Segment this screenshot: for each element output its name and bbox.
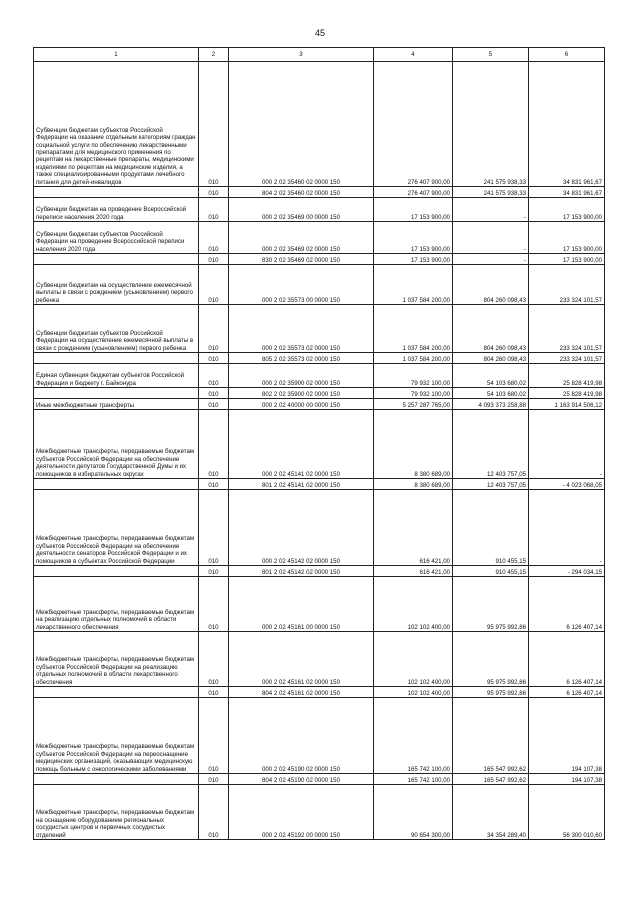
cell-c4: 165 742 100,00 <box>374 774 453 785</box>
cell-desc: Межбюджетные трансферты, передаваемые бюджетам на реализацию отдельных полномочий в области лекарственного обеспечения <box>34 577 199 632</box>
cell-c6: - 294 034,15 <box>529 566 605 577</box>
table-row <box>34 222 605 254</box>
cell-c6: 233 324 101,57 <box>529 305 605 353</box>
table-row <box>34 632 605 687</box>
cell-c6: 34 831 961,67 <box>529 187 605 198</box>
cell-desc: Межбюджетные трансферты, передаваемые бюджетам на оснащение оборудованием региональных сосудистых центров и первичных сосудистых отделений <box>34 785 199 840</box>
cell-c5: - <box>453 254 529 265</box>
cell-c5: - <box>453 198 529 222</box>
cell-c4: 17 153 900,00 <box>374 198 453 222</box>
table-row <box>34 62 605 187</box>
cell-desc: Межбюджетные трансферты, передаваемые бюджетам субъектов Российской Федерации на обеспечение деятельности депутатов Государственной Думы и их помощников в избирательных округах <box>34 410 199 479</box>
cell-desc <box>34 687 199 698</box>
cell-c5: 241 575 938,33 <box>453 62 529 187</box>
cell-kbk: 000 2 02 45142 02 0000 150 <box>229 490 374 566</box>
cell-kbk: 830 2 02 35469 02 0000 150 <box>229 254 374 265</box>
column-header: 2 <box>199 48 229 62</box>
cell-c5: 54 103 680,02 <box>453 364 529 388</box>
cell-kbk: 000 2 02 45141 02 0000 150 <box>229 410 374 479</box>
cell-c5: 54 103 680,02 <box>453 388 529 399</box>
cell-c5: 12 403 757,05 <box>453 410 529 479</box>
cell-c5: 165 547 992,62 <box>453 698 529 774</box>
cell-c6: 34 831 961,67 <box>529 62 605 187</box>
cell-kbk: 804 2 02 45190 02 0000 150 <box>229 774 374 785</box>
cell-desc: Иные межбюджетные трансферты <box>34 399 199 410</box>
cell-kbk: 802 2 02 35900 02 0000 150 <box>229 388 374 399</box>
cell-c5: 910 455,15 <box>453 490 529 566</box>
cell-kbk: 000 2 02 35573 00 0000 150 <box>229 265 374 305</box>
cell-c4: 8 380 689,00 <box>374 479 453 490</box>
cell-kbk: 000 2 02 35469 00 0000 150 <box>229 198 374 222</box>
cell-desc: Межбюджетные трансферты, передаваемые бюджетам субъектов Российской Федерации на переоснащение медицинских организаций, оказывающих медицинскую помощь больным с онкологическими заболеваниями <box>34 698 199 774</box>
cell-c6: - <box>529 490 605 566</box>
cell-desc: Субвенции бюджетам на осуществление ежемесячной выплаты в связи с рождением (усыновлением) первого ребенка <box>34 265 199 305</box>
cell-kbk: 000 2 02 45161 00 0000 150 <box>229 577 374 632</box>
cell-desc <box>34 479 199 490</box>
page-number: 45 <box>314 28 325 38</box>
cell-c4: 616 421,00 <box>374 566 453 577</box>
cell-code: 010 <box>199 399 229 410</box>
cell-c6: 17 153 900,00 <box>529 198 605 222</box>
cell-c6: 25 828 419,98 <box>529 388 605 399</box>
cell-c4: 276 407 900,00 <box>374 187 453 198</box>
table-row <box>34 479 605 490</box>
cell-kbk: 805 2 02 35573 02 0000 150 <box>229 353 374 364</box>
table-row <box>34 577 605 632</box>
cell-code: 010 <box>199 265 229 305</box>
budget-table <box>33 47 605 840</box>
cell-c4: 102 102 400,00 <box>374 687 453 698</box>
cell-c5: 165 547 992,62 <box>453 774 529 785</box>
cell-c4: 1 037 584 200,00 <box>374 265 453 305</box>
cell-c4: 165 742 100,00 <box>374 698 453 774</box>
cell-c5: 95 975 992,86 <box>453 577 529 632</box>
cell-code: 010 <box>199 410 229 479</box>
cell-c6: 17 153 900,00 <box>529 254 605 265</box>
cell-c4: 8 380 689,00 <box>374 410 453 479</box>
table-row <box>34 254 605 265</box>
cell-c6: 233 324 101,57 <box>529 353 605 364</box>
cell-c5: 804 260 098,43 <box>453 353 529 364</box>
table-row <box>34 687 605 698</box>
cell-c4: 5 257 287 765,00 <box>374 399 453 410</box>
cell-c4: 90 654 300,00 <box>374 785 453 840</box>
cell-c4: 17 153 900,00 <box>374 222 453 254</box>
cell-c5: 95 975 992,86 <box>453 632 529 687</box>
table-row <box>34 265 605 305</box>
table-row <box>34 353 605 364</box>
cell-code: 010 <box>199 632 229 687</box>
cell-c5: 804 260 098,43 <box>453 265 529 305</box>
table-row <box>34 774 605 785</box>
table-row <box>34 305 605 353</box>
cell-c6: 233 324 101,57 <box>529 265 605 305</box>
cell-kbk: 804 2 02 35460 02 0000 150 <box>229 187 374 198</box>
cell-c6: 25 828 419,98 <box>529 364 605 388</box>
cell-c5: 12 403 757,05 <box>453 479 529 490</box>
cell-c4: 102 102 400,00 <box>374 632 453 687</box>
table-row <box>34 490 605 566</box>
cell-desc: Межбюджетные трансферты, передаваемые бюджетам субъектов Российской Федерации на реализацию отдельных полномочий в области лекарственного обеспечения <box>34 632 199 687</box>
cell-desc <box>34 388 199 399</box>
cell-desc: Субвенции бюджетам на проведение Всероссийской переписи населения 2020 года <box>34 198 199 222</box>
cell-code: 010 <box>199 305 229 353</box>
cell-c6: - 4 023 068,05 <box>529 479 605 490</box>
cell-code: 010 <box>199 698 229 774</box>
cell-c4: 102 102 400,00 <box>374 577 453 632</box>
cell-c5: 95 975 992,86 <box>453 687 529 698</box>
cell-c6: - <box>529 410 605 479</box>
table-row <box>34 410 605 479</box>
cell-c6: 194 107,38 <box>529 774 605 785</box>
cell-c5: - <box>453 222 529 254</box>
cell-c6: 56 300 010,60 <box>529 785 605 840</box>
cell-code: 010 <box>199 774 229 785</box>
column-header: 3 <box>229 48 374 62</box>
cell-c6: 6 126 407,14 <box>529 632 605 687</box>
cell-kbk: 000 2 02 45190 02 0000 150 <box>229 698 374 774</box>
table-row <box>34 187 605 198</box>
cell-c6: 6 126 407,14 <box>529 687 605 698</box>
cell-c5: 804 260 098,43 <box>453 305 529 353</box>
cell-desc <box>34 187 199 198</box>
cell-desc <box>34 254 199 265</box>
cell-code: 010 <box>199 353 229 364</box>
cell-code: 010 <box>199 785 229 840</box>
cell-kbk: 000 2 02 45161 02 0000 150 <box>229 632 374 687</box>
cell-code: 010 <box>199 254 229 265</box>
cell-kbk: 801 2 02 45142 02 0000 150 <box>229 566 374 577</box>
cell-desc: Межбюджетные трансферты, передаваемые бюджетам субъектов Российской Федерации на обеспечение деятельности сенаторов Российской Федерации и их помощников в субъектах Российской Федерации <box>34 490 199 566</box>
cell-c5: 34 354 289,40 <box>453 785 529 840</box>
cell-code: 010 <box>199 198 229 222</box>
cell-code: 010 <box>199 577 229 632</box>
column-header: 6 <box>529 48 605 62</box>
cell-kbk: 000 2 02 40000 00 0000 150 <box>229 399 374 410</box>
table-body <box>34 62 605 840</box>
cell-kbk: 804 2 02 45161 02 0000 150 <box>229 687 374 698</box>
cell-code: 010 <box>199 364 229 388</box>
cell-c6: 194 107,38 <box>529 698 605 774</box>
cell-code: 010 <box>199 479 229 490</box>
cell-code: 010 <box>199 222 229 254</box>
cell-code: 010 <box>199 62 229 187</box>
cell-desc: Субвенции бюджетам субъектов Российской Федерации на осуществление ежемесячной выплаты в связи с рождением (усыновлением) первого ребенка <box>34 305 199 353</box>
cell-code: 010 <box>199 490 229 566</box>
cell-desc <box>34 353 199 364</box>
cell-kbk: 000 2 02 35460 02 0000 150 <box>229 62 374 187</box>
cell-desc <box>34 774 199 785</box>
cell-c4: 1 037 584 200,00 <box>374 353 453 364</box>
table-row <box>34 698 605 774</box>
cell-c4: 79 932 100,00 <box>374 388 453 399</box>
column-header: 1 <box>34 48 199 62</box>
cell-kbk: 000 2 02 35469 02 0000 150 <box>229 222 374 254</box>
table-header-row <box>34 48 605 62</box>
cell-c6: 17 153 900,00 <box>529 222 605 254</box>
column-header: 4 <box>374 48 453 62</box>
cell-c4: 276 407 900,00 <box>374 62 453 187</box>
cell-c6: 1 163 914 506,12 <box>529 399 605 410</box>
table-row <box>34 388 605 399</box>
cell-desc: Единая субвенция бюджетам субъектов Российской Федерации и бюджету г. Байконура <box>34 364 199 388</box>
cell-code: 010 <box>199 687 229 698</box>
table-row <box>34 566 605 577</box>
cell-c4: 1 037 584 200,00 <box>374 305 453 353</box>
cell-kbk: 801 2 02 45141 02 0000 150 <box>229 479 374 490</box>
cell-c5: 910 455,15 <box>453 566 529 577</box>
cell-code: 010 <box>199 388 229 399</box>
cell-c4: 79 932 100,00 <box>374 364 453 388</box>
cell-c6: 6 126 407,14 <box>529 577 605 632</box>
cell-code: 010 <box>199 187 229 198</box>
table-row <box>34 399 605 410</box>
cell-code: 010 <box>199 566 229 577</box>
cell-desc <box>34 566 199 577</box>
table-row <box>34 198 605 222</box>
cell-c5: 4 093 373 258,88 <box>453 399 529 410</box>
cell-c5: 241 575 938,33 <box>453 187 529 198</box>
column-header: 5 <box>453 48 529 62</box>
cell-kbk: 000 2 02 35900 02 0000 150 <box>229 364 374 388</box>
cell-kbk: 000 2 02 45192 00 0000 150 <box>229 785 374 840</box>
table-row <box>34 364 605 388</box>
cell-desc: Субвенции бюджетам субъектов Российской Федерации на проведение Всероссийской переписи населения 2020 года <box>34 222 199 254</box>
cell-c4: 17 153 900,00 <box>374 254 453 265</box>
cell-kbk: 000 2 02 35573 02 0000 150 <box>229 305 374 353</box>
cell-c4: 616 421,00 <box>374 490 453 566</box>
cell-desc: Субвенции бюджетам субъектов Российской Федерации на оказание отдельным категориям граждан социальной услуги по обеспечению лекарственными препаратами для медицинского применения по рецептам на лекарственные препараты, медицинскими изделиями по рецептам на медицинские изделия, а также специализированными продуктами лечебного питания для детей-инвалидов <box>34 62 199 187</box>
table-row <box>34 785 605 840</box>
